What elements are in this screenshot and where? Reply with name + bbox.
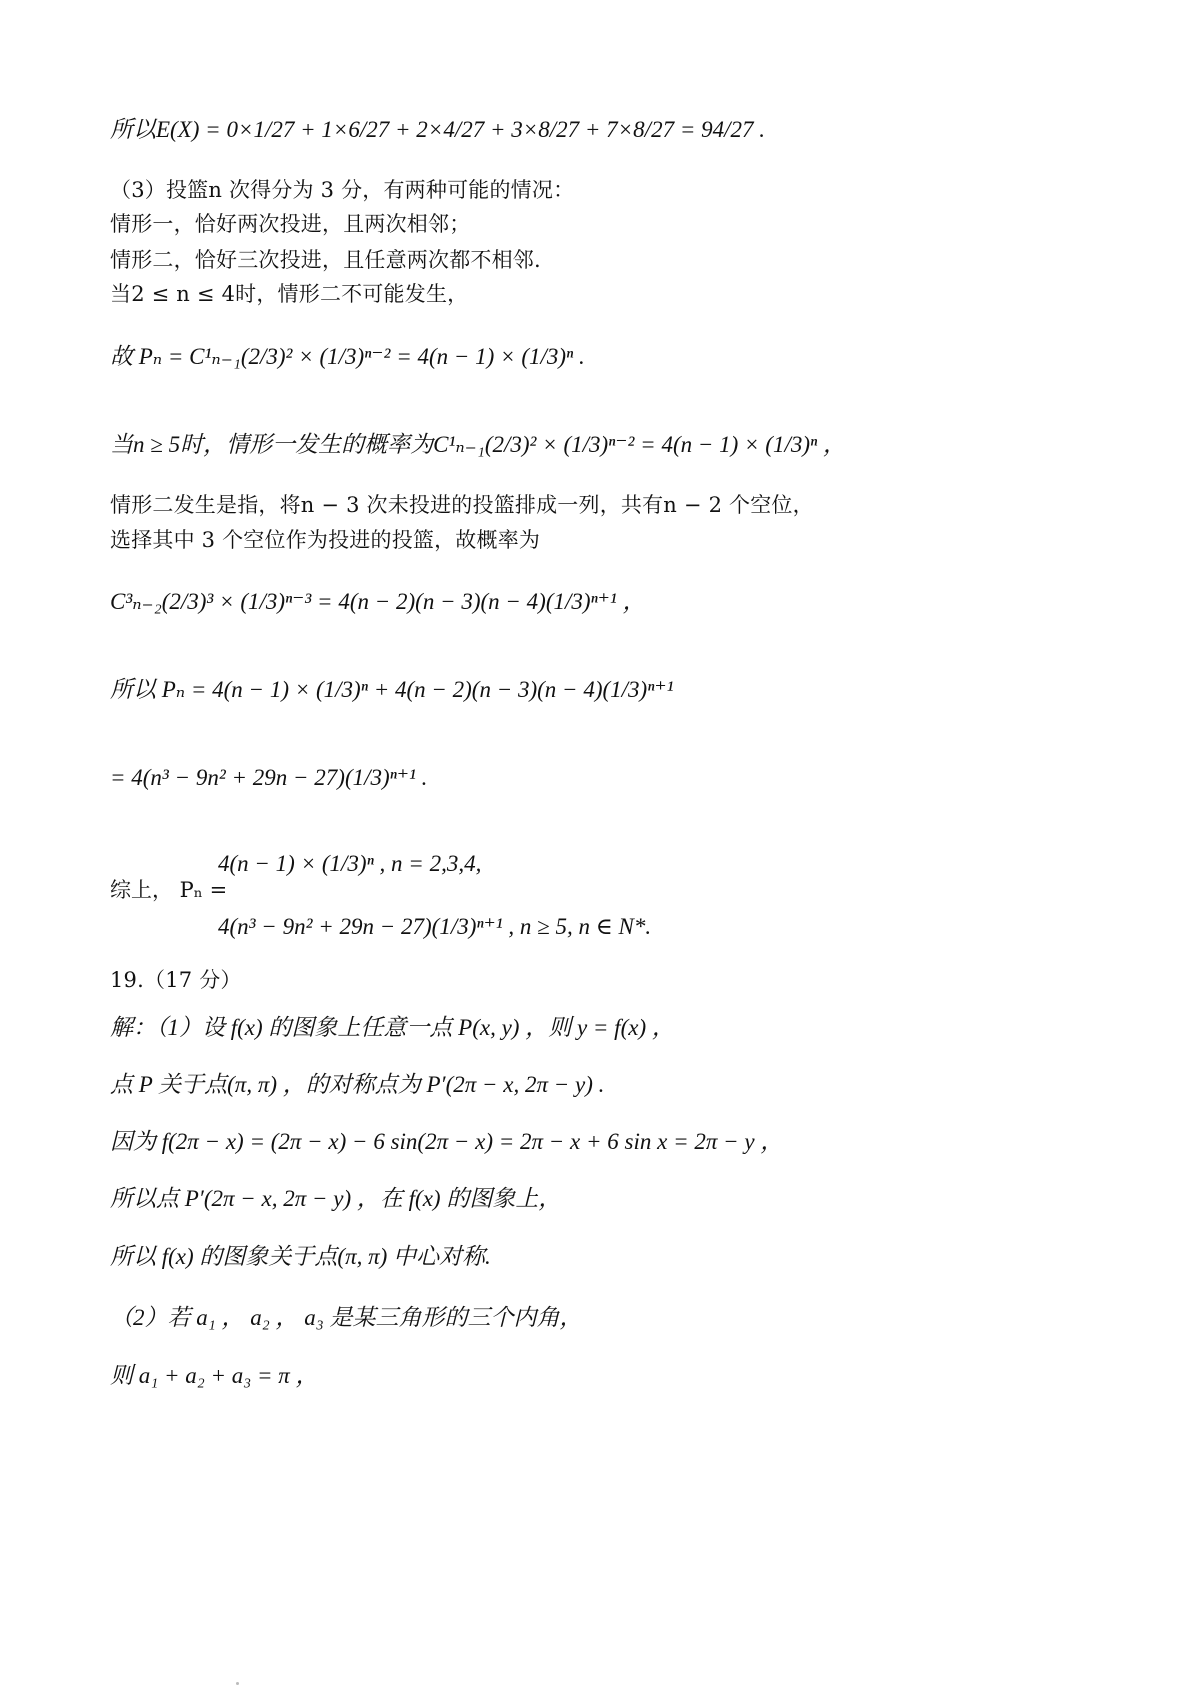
- solution-part2: （2）若 a₁ ， a₂ ， a₃ 是某三角形的三个内角，: [110, 1305, 583, 1330]
- summary-case1: 4(n − 1) × (1/3)ⁿ , n = 2,3,4,: [218, 851, 482, 876]
- because-line: 因为 f(2π − x) = (2π − x) − 6 sin(2π − x) = 2π − x + 6 sin x = 2π − y ，: [110, 1129, 784, 1154]
- pn-simplified: = 4(n³ − 9n² + 29n − 27)(1/3)ⁿ⁺¹ .: [110, 765, 428, 790]
- question-19-heading: 19.（17 分）: [110, 968, 242, 992]
- angle-sum-line: 则 a₁ + a₂ + a₃ = π ，: [110, 1363, 319, 1388]
- so-symmetric-line: 所以 f(x) 的图象关于点(π, π) 中心对称.: [110, 1244, 491, 1269]
- page-mark: [236, 1682, 239, 1685]
- solution-part1: 解：（1）设 f(x) 的图象上任意一点 P(x, y) ，则 y = f(x) ，: [110, 1015, 675, 1040]
- condition-2-4: 当2 ≤ n ≤ 4时，情形二不可能发生，: [110, 282, 469, 306]
- expectation-line: 所以E(X) = 0×1/27 + 1×6/27 + 2×4/27 + 3×8/27 + 7×8/27 = 94/27 .: [110, 117, 765, 142]
- summary-case2: 4(n³ − 9n² + 29n − 27)(1/3)ⁿ⁺¹ , n ≥ 5, n ∈ N*.: [218, 914, 652, 939]
- pn-big-formula: 所以 Pₙ = 4(n − 1) × (1/3)ⁿ + 4(n − 2)(n − 3)(n − 4)(1/3)ⁿ⁺¹: [110, 677, 674, 702]
- summary-label: 综上， Pₙ =: [110, 878, 228, 902]
- case1-text: 情形一，恰好两次投进，且两次相邻；: [110, 212, 471, 236]
- condition-ge5: 当n ≥ 5时，情形一发生的概率为C¹ₙ₋₁(2/3)² × (1/3)ⁿ⁻² = 4(n − 1) × (1/3)ⁿ ，: [110, 432, 847, 457]
- symmetric-point: 点 P 关于点(π, π) ，的对称点为 P′(2π − x, 2π − y) .: [110, 1072, 605, 1097]
- pn-small-formula: 故 Pₙ = C¹ₙ₋₁(2/3)² × (1/3)ⁿ⁻² = 4(n − 1) × (1/3)ⁿ .: [110, 344, 585, 369]
- so-point-line: 所以点 P′(2π − x, 2π − y) ，在 f(x) 的图象上，: [110, 1186, 562, 1211]
- combination-formula: C³ₙ₋₂(2/3)³ × (1/3)ⁿ⁻³ = 4(n − 2)(n − 3)(n − 4)(1/3)ⁿ⁺¹ ，: [110, 589, 646, 614]
- case2-text: 情形二，恰好三次投进，且任意两次都不相邻.: [110, 248, 541, 272]
- choose-line: 选择其中 3 个空位作为投进的投篮，故概率为: [110, 528, 541, 552]
- part3-intro: （3）投篮n 次得分为 3 分，有两种可能的情况：: [110, 178, 575, 202]
- case2-description: 情形二发生是指，将n − 3 次未投进的投篮排成一列，共有n − 2 个空位，: [110, 493, 814, 517]
